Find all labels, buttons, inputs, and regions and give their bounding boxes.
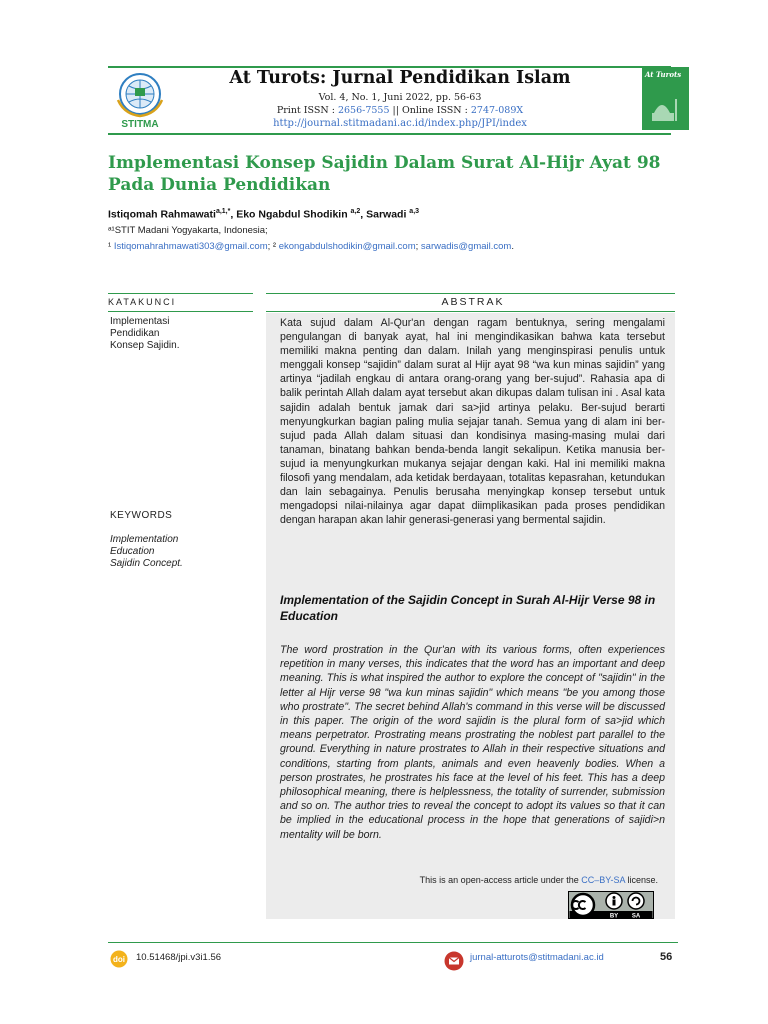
issn-separator: || Online ISSN :: [389, 105, 471, 116]
author-line: [108, 208, 419, 221]
email-end: .: [511, 241, 514, 252]
header-bottom-rule: [108, 133, 671, 135]
english-title: Implementation of the Sajidin Concept in Surah Al-Hijr Verse 98 in Education: [280, 593, 656, 623]
abstract-top-rule: [266, 293, 675, 294]
abstract-heading: ABSTRAK: [441, 296, 505, 308]
email-line: [108, 241, 514, 252]
katakunci-heading: KATAKUNCI: [108, 297, 177, 307]
katakunci-list: [110, 316, 180, 352]
logo-text: STITMA: [121, 119, 159, 130]
cc-by-sa-icon[interactable]: [568, 891, 654, 919]
author-superscript: a,2: [350, 208, 361, 215]
envelope-icon: [444, 951, 464, 971]
email-separator: ;: [415, 241, 421, 252]
cc-by-label: BY: [609, 913, 619, 919]
author-name: , Eko Ngabdul Shodikin: [230, 208, 351, 221]
online-issn[interactable]: 2747-089X: [470, 105, 524, 116]
mosque-icon: [642, 67, 689, 130]
katakunci-top-rule: [108, 293, 253, 294]
abstract-text-id: Kata sujud dalam Al-Qur'an dengan ragam bentuknya, sering mengalami pengulangan di banyak ayat, hal ini mengindikasikan bahwa kata tersebut memiliki makna penting dan dalam. Inilah yang menginspirasi penulis untuk menggali konsep “sajidin” dalam surat al Hijr ayat 98 “wa kun minas sajidin” yang artinya “jadilah engkau di antara orang-orang yang ber-sujud”. Rahasia apa di balik perintah Allah dalam ayat tersebut akan dikupas dalam tulisan ini . Asal kata sajidin adalah bentuk jamak dari sa>jid artinya pelaku. Ber-sujud berarti menyungkurkan bagian paling mulia sejajar tanah. Semua yang di alam ini ber-sujud pada Allah dalam situasi dan kondisinya masing-masing mulai dari tanaman, binatang bahkan benda-benda langit sekalipun. Ketika manusia ber-sujud ia menyungkurkan mukanya sejajar dengan kaki. Hal ini memiliki makna filosofi yang mendalam, ada ketidak berdayaan, totalitas kepasrahan, ketundukan dan lain sebagainya. Penulis berusaha menyingkap konsep tersebut untuk mengadopsi nilai-nilainya agar dapat diimplikasikan pada proses pendidikan dengan harapan akan lahir generasi-generasi yang bermental sajidin.: [280, 317, 665, 527]
keywords-heading: KEYWORDS: [110, 510, 173, 521]
list-item: Pendidikan: [110, 328, 160, 339]
list-item: Education: [110, 546, 155, 557]
email-separator: ; ²: [267, 241, 279, 252]
email-link[interactable]: ekongabdulshodikin@gmail.com: [278, 241, 416, 252]
affiliation: ᵃ¹STIT Madani Yogyakarta, Indonesia;: [108, 225, 268, 236]
footer-rule: [108, 942, 678, 943]
paper-title: Implementasi Konsep Sajidin Dalam Surat Al-Hijr Ayat 98 Pada Dunia Pendidikan: [108, 153, 661, 195]
journal-email-link[interactable]: jurnal-atturots@stitmadani.ac.id: [470, 952, 604, 963]
license-line: [280, 875, 658, 885]
email-prefix: ¹: [108, 241, 114, 252]
author-name: , Sarwadi: [360, 208, 410, 221]
katakunci-bottom-rule: [108, 311, 253, 312]
list-item: Implementation: [110, 534, 179, 545]
doi-link[interactable]: 10.51468/jpi.v3i1.56: [136, 952, 222, 963]
stitma-logo: [110, 70, 170, 130]
doi-icon: [108, 950, 130, 968]
author-name: Istiqomah Rahmawati: [108, 208, 216, 221]
cover-title: At Turots: [645, 70, 682, 79]
issn-line: [170, 105, 630, 116]
email-link[interactable]: sarwadis@gmail.com: [420, 241, 512, 252]
abstract-text-en: The word prostration in the Qur'an with its various forms, often experiences repetition in many verses, this indicates that the word has an important and deep meaning. This is what inspired the author to explore the concept of "sajidin" in the letter al Hijr verse 98 "wa kun minas sajidin" which means "be you among those who prostrate". The secret behind Allah's command in this verse will be discussed in this paper. The origin of the word sajidin is the plural form of sa>jid which means perpetrator. Prostrating means prostrating the noblest part parallel to the ground. Everything in nature prostrates to Allah in their respective situations and conditions, starting from plants, animals and even heavenly bodies. When a person prostrates, he prostrates his face at the level of his feet. This has a deep philosophical meaning, there is helplessness, the totality of surrender, submission and so on. The author tries to reveal the concept to adopt its values so that it can be implied in the educational process in the hope that generations of sajidi>n mentality will be born.: [280, 644, 665, 841]
license-prefix: This is an open-access article under the: [419, 875, 582, 885]
doi-icon-text: doi: [113, 955, 125, 964]
page-number: 56: [660, 951, 673, 963]
abstract-bottom-rule: [266, 311, 675, 312]
list-item: Konsep Sajidin.: [110, 340, 180, 351]
keywords-list: [110, 534, 183, 570]
cc-sa-label: SA: [631, 913, 641, 919]
volume-line: Vol. 4, No. 1, Juni 2022, pp. 56-63: [318, 92, 482, 103]
journal-url-link[interactable]: http://journal.stitmadani.ac.id/index.php/JPI/index: [273, 118, 527, 129]
author-superscript: a,3: [409, 208, 420, 215]
print-issn[interactable]: 2656-7555: [337, 105, 390, 116]
license-suffix: license.: [624, 875, 658, 885]
email-link[interactable]: Istiqomahrahmawati303@gmail.com: [113, 241, 268, 252]
list-item: Sajidin Concept.: [110, 558, 183, 569]
journal-title: At Turots: Jurnal Pendidikan Islam: [229, 68, 571, 88]
list-item: Implementasi: [110, 316, 170, 327]
author-superscript: a,1,*: [215, 208, 231, 215]
license-link[interactable]: CC–BY-SA: [581, 875, 625, 885]
print-issn-label: Print ISSN :: [276, 105, 338, 116]
journal-cover-image: [642, 67, 689, 130]
